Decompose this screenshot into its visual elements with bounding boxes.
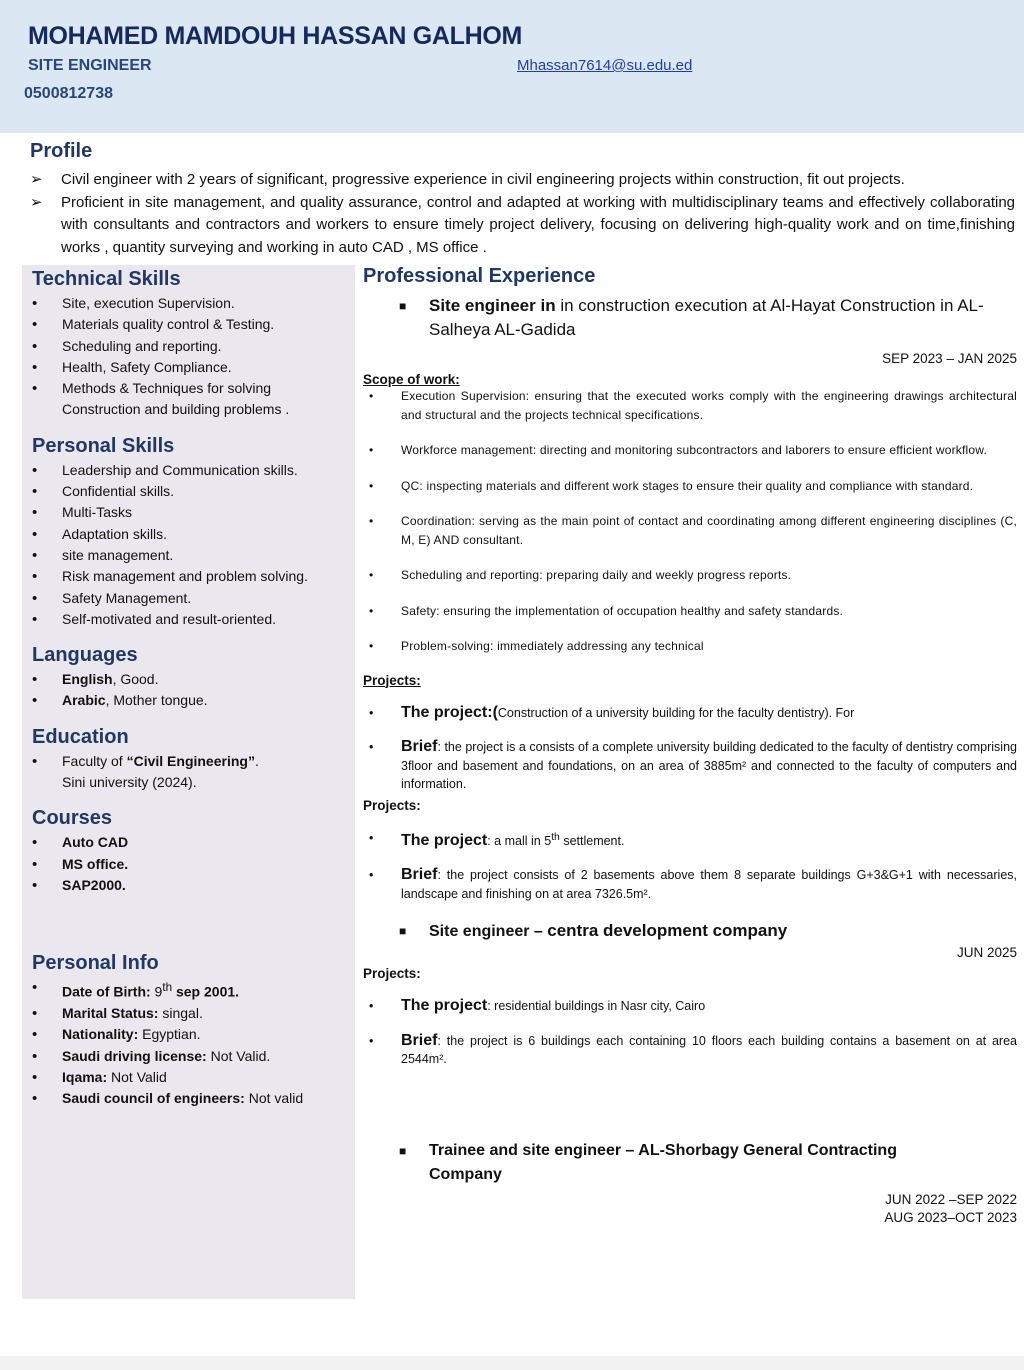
info-value: Not Valid.	[206, 1047, 271, 1064]
languages-list	[32, 669, 345, 712]
list-item: • Methods & Techniques for solving Construction and building problems .	[32, 378, 345, 421]
info-label: Saudi council of engineers:	[62, 1090, 245, 1107]
job-title	[363, 1139, 1017, 1187]
phone-number: 0500812738	[24, 85, 113, 102]
projects-list	[363, 829, 1017, 904]
education-text: Faculty of	[62, 752, 127, 769]
project-text: : residential buildings in Nasr city, Cairo	[487, 999, 706, 1014]
info-value: Not valid	[244, 1090, 304, 1107]
project-label: The project	[401, 831, 488, 849]
info-value: singal.	[158, 1005, 203, 1022]
courses-list	[32, 832, 345, 896]
list-item: • QC: inspecting materials and different work stages to ensure their quality and compliance with standard.	[363, 477, 1017, 496]
list-item: • Risk management and problem solving.	[32, 566, 345, 587]
list-item: • Workforce management: directing and monitoring subcontractors and laborers to ensure efficient workflow.	[363, 441, 1017, 460]
brief-label: Brief	[401, 866, 438, 884]
project-text: settlement.	[559, 833, 625, 848]
list-item: • Scheduling and reporting.	[32, 336, 345, 357]
list-item	[32, 1088, 345, 1109]
experience-section	[363, 265, 1017, 1227]
brief-label: Brief	[401, 1031, 438, 1049]
list-item	[32, 832, 345, 853]
list-item: • site management.	[32, 545, 345, 566]
info-value: 9	[150, 983, 163, 1000]
brief-text: : the project is 6 buildings each containing 10 floors each building contains a basement on at area 2544m².	[401, 1033, 1017, 1067]
course-name: Auto CAD	[62, 834, 129, 851]
arrow-bullet-icon: ➢	[30, 171, 43, 188]
profile-text: Civil engineer with 2 years of significant, progressive experience in civil engineering projects within construction, fit out projects.	[61, 171, 905, 188]
job-date: AUG 2023–OCT 2023	[884, 1209, 1017, 1225]
job-date: JUN 2025	[956, 945, 1017, 961]
list-item	[363, 704, 1017, 723]
list-item	[32, 669, 345, 690]
brief-text: : the project consists of 2 basements above them 8 separate buildings G+3&G+1 with necessaries, landscape and finishing on at area 7326.5m².	[401, 868, 1017, 901]
project-text: : a mall in 5	[487, 833, 552, 848]
list-item	[32, 875, 345, 896]
section-heading: Profile	[30, 140, 93, 162]
personal-skills-list	[32, 460, 345, 630]
info-value: th	[162, 981, 173, 995]
info-label: Iqama:	[62, 1069, 108, 1086]
info-value: Egyptian.	[138, 1026, 201, 1043]
profile-text: Proficient in site management, and quality assurance, control and adapted at working with multidisciplinary teams and effectively collaborating with consultants and contractors and workers to ensure timely project delivery, focusing on delivering high-quality work and on time,finishing works , quantity surveying and working in auto CAD , MS office .	[61, 193, 1015, 256]
list-item: • Execution Supervision: ensuring that the executed works comply with the engineering drawings architectural and structural and the projects technical specifications.	[363, 387, 1017, 424]
list-item	[363, 997, 1017, 1016]
list-item	[363, 738, 1017, 794]
job-role: Site engineer in	[429, 296, 556, 315]
job-role: Site engineer –	[429, 923, 548, 941]
list-item	[30, 192, 1015, 260]
profile-section	[30, 140, 1015, 259]
list-item	[32, 854, 345, 875]
email-link[interactable]: Mhassan7614@su.edu.ed	[517, 57, 693, 74]
list-item	[32, 1067, 345, 1088]
job-title	[363, 294, 1017, 342]
brief-text: : the project is a consists of a complete university building dedicated to the faculty of dentistry comprising 3floor and basement and foundations, on an area of 3885m² and connected to the faculty of computers and information.	[401, 740, 1017, 791]
list-item: • Coordination: serving as the main point of contact and coordinating among different engineering disciplines (C, M, E) AND consultant.	[363, 512, 1017, 549]
subheading: Projects:	[363, 672, 421, 688]
course-name: SAP2000.	[62, 876, 126, 893]
list-item: • Multi-Tasks	[32, 502, 345, 523]
list-item	[32, 690, 345, 711]
job-role: Trainee and site engineer – AL-Shorbagy General Contracting Company	[429, 1141, 897, 1183]
cv-header	[0, 0, 1024, 133]
subheading: Projects:	[363, 797, 421, 813]
project-text: Construction of a university building for the faculty dentistry). For	[497, 705, 855, 720]
projects-list	[363, 704, 1017, 794]
brief-label: Brief	[401, 738, 438, 755]
language-name: English	[62, 671, 113, 688]
section-heading: Personal Info	[32, 952, 159, 975]
list-item	[32, 751, 345, 794]
project-label: The project:(	[401, 703, 498, 721]
list-item: • Leadership and Communication skills.	[32, 460, 345, 481]
project-text: th	[551, 831, 560, 843]
info-label: Nationality:	[62, 1026, 139, 1043]
list-item: • Confidential skills.	[32, 481, 345, 502]
list-item: • Self-motivated and result-oriented.	[32, 609, 345, 630]
section-heading: Technical Skills	[32, 268, 181, 290]
section-heading: Languages	[32, 644, 138, 667]
project-label: The project	[401, 997, 488, 1015]
sidebar	[22, 265, 355, 1299]
info-value: Not Valid	[107, 1069, 167, 1086]
list-item	[363, 1032, 1017, 1069]
subheading: Scope of work:	[363, 372, 460, 387]
list-item	[32, 1003, 345, 1024]
job-title: SITE ENGINEER	[28, 57, 152, 74]
section-heading: Courses	[32, 807, 113, 830]
list-item	[363, 829, 1017, 851]
list-item	[32, 1046, 345, 1067]
section-heading: Personal Skills	[32, 434, 175, 457]
personal-info-list	[32, 977, 345, 1109]
list-item: • Safety Management.	[32, 588, 345, 609]
info-label: Marital Status:	[62, 1005, 159, 1022]
list-item: • Scheduling and reporting: preparing daily and weekly progress reports.	[363, 566, 1017, 585]
list-item	[363, 866, 1017, 903]
section-heading: Education	[32, 725, 129, 748]
list-item	[32, 977, 345, 1003]
list-item	[32, 1024, 345, 1045]
subheading: Projects:	[363, 966, 421, 982]
education-text: .	[254, 752, 259, 769]
list-item: • Site, execution Supervision.	[32, 293, 345, 314]
language-level: , Mother tongue.	[105, 692, 208, 709]
job-company: centra development company	[547, 921, 788, 941]
projects-list	[363, 997, 1017, 1069]
square-bullet-icon: ■	[399, 1143, 407, 1158]
candidate-name: MOHAMED MAMDOUH HASSAN GALHOM	[28, 22, 523, 50]
list-item: • Adaptation skills.	[32, 524, 345, 545]
education-list	[32, 751, 345, 794]
page-footer-strip	[0, 1356, 1024, 1370]
job-date: SEP 2023 – JAN 2025	[882, 351, 1017, 366]
language-name: Arabic	[62, 692, 106, 709]
info-label: Saudi driving license:	[62, 1047, 207, 1064]
info-value: sep 2001.	[172, 983, 240, 1000]
square-bullet-icon: ■	[399, 299, 407, 313]
scope-list	[363, 387, 1017, 656]
list-item: • Materials quality control & Testing.	[32, 314, 345, 335]
language-level: , Good.	[112, 671, 159, 688]
arrow-bullet-icon: ➢	[30, 193, 43, 211]
degree-name: “Civil Engineering”	[126, 752, 255, 769]
list-item: • Problem-solving: immediately addressing any technical	[363, 637, 1017, 656]
technical-skills-list	[32, 293, 345, 421]
list-item: • Safety: ensuring the implementation of occupation healthy and safety standards.	[363, 602, 1017, 621]
course-name: MS office.	[62, 855, 129, 872]
list-item: • Health, Safety Compliance.	[32, 357, 345, 378]
job-title	[363, 919, 1017, 944]
section-heading: Professional Experience	[363, 265, 596, 287]
list-item	[30, 169, 1015, 192]
job-date: JUN 2022 –SEP 2022	[885, 1191, 1017, 1207]
square-bullet-icon: ■	[399, 924, 407, 939]
university-name: Sini university (2024).	[62, 774, 197, 791]
job-company: in construction execution at Al-Hayat Construction in AL-Salheya AL-Gadida	[429, 296, 984, 339]
info-label: Date of Birth:	[62, 983, 151, 1000]
